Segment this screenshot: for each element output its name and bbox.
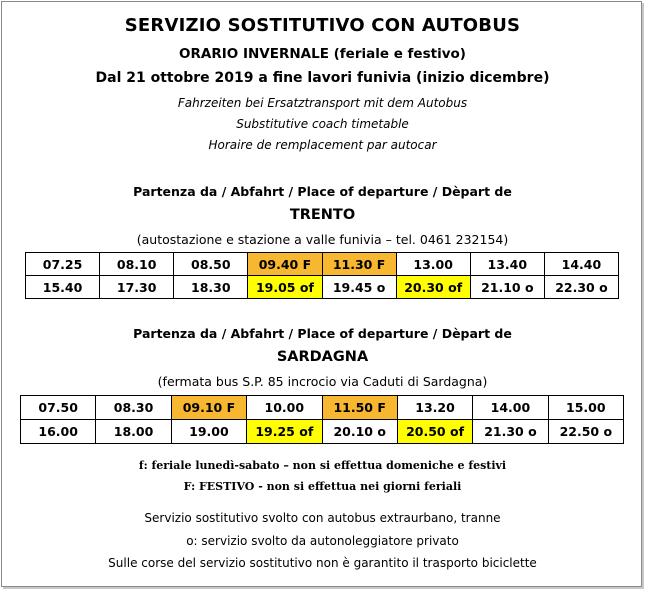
translation-english: Substitutive coach timetable	[236, 117, 409, 131]
footer-service-note: Servizio sostitutivo svolto con autobus extraurbano, tranne	[144, 511, 501, 525]
note-feriale: f: feriale lunedì-sabato – non si effettua domeniche e festivi	[138, 459, 507, 472]
time-cell: 15.40	[26, 276, 100, 299]
note-festivo: F: FESTIVO - non si effettua nei giorni feriali	[183, 480, 462, 493]
time-cell: 13.20	[397, 396, 472, 420]
location-trento: (autostazione e stazione a valle funivia – tel. 0461 232154)	[136, 232, 509, 247]
time-cell: 08.50	[174, 253, 248, 276]
schedule-season: ORARIO INVERNALE (feriale e festivo)	[179, 46, 466, 62]
time-cell: 08.10	[100, 253, 174, 276]
footer-private-operator-note: o: servizio svolto da autonoleggiatore privato	[186, 534, 459, 548]
time-cell: 19.25 of	[247, 420, 322, 444]
city-sardagna: SARDAGNA	[276, 349, 369, 365]
table-row	[21, 420, 624, 444]
footer-bicycle-note: Sulle corse del servizio sostitutivo non è garantito il trasporto biciclette	[108, 556, 537, 570]
page-title: SERVIZIO SOSTITUTIVO CON AUTOBUS	[124, 15, 521, 36]
timetable-sardagna	[20, 395, 624, 444]
translation-german: Fahrzeiten bei Ersatztransport mit dem Autobus	[177, 96, 468, 110]
table-row	[21, 396, 624, 420]
location-sardagna: (fermata bus S.P. 85 incrocio via Caduti di Sardagna)	[157, 374, 488, 389]
time-cell: 07.50	[21, 396, 96, 420]
time-cell: 21.30 o	[473, 420, 548, 444]
time-cell: 19.45 o	[322, 276, 396, 299]
departure-label-sardagna: Partenza da / Abfahrt / Place of departure / Dèpart de	[133, 326, 512, 341]
time-cell: 21.10 o	[470, 276, 544, 299]
time-cell: 10.00	[247, 396, 322, 420]
time-cell: 16.00	[21, 420, 96, 444]
validity-period: Dal 21 ottobre 2019 a fine lavori funivia (inizio dicembre)	[95, 70, 550, 86]
table-row	[26, 253, 619, 276]
time-cell: 22.30 o	[544, 276, 618, 299]
time-cell: 17.30	[100, 276, 174, 299]
time-cell: 13.00	[396, 253, 470, 276]
time-cell: 07.25	[26, 253, 100, 276]
time-cell: 09.40 F	[248, 253, 322, 276]
time-cell: 19.00	[171, 420, 246, 444]
time-cell: 18.30	[174, 276, 248, 299]
table-row	[26, 276, 619, 299]
time-cell: 18.00	[96, 420, 171, 444]
time-cell: 14.40	[544, 253, 618, 276]
time-cell: 19.05 of	[248, 276, 322, 299]
timetable-trento	[25, 252, 619, 299]
time-cell: 15.00	[548, 396, 623, 420]
time-cell: 20.10 o	[322, 420, 397, 444]
departure-label-trento: Partenza da / Abfahrt / Place of departure / Dèpart de	[133, 184, 512, 199]
time-cell: 08.30	[96, 396, 171, 420]
time-cell: 22.50 o	[548, 420, 623, 444]
time-cell: 11.50 F	[322, 396, 397, 420]
time-cell: 09.10 F	[171, 396, 246, 420]
time-cell: 13.40	[470, 253, 544, 276]
time-cell: 14.00	[473, 396, 548, 420]
time-cell: 20.30 of	[396, 276, 470, 299]
city-trento: TRENTO	[289, 207, 356, 223]
translation-french: Horaire de remplacement par autocar	[208, 138, 437, 152]
time-cell: 20.50 of	[397, 420, 472, 444]
time-cell: 11.30 F	[322, 253, 396, 276]
